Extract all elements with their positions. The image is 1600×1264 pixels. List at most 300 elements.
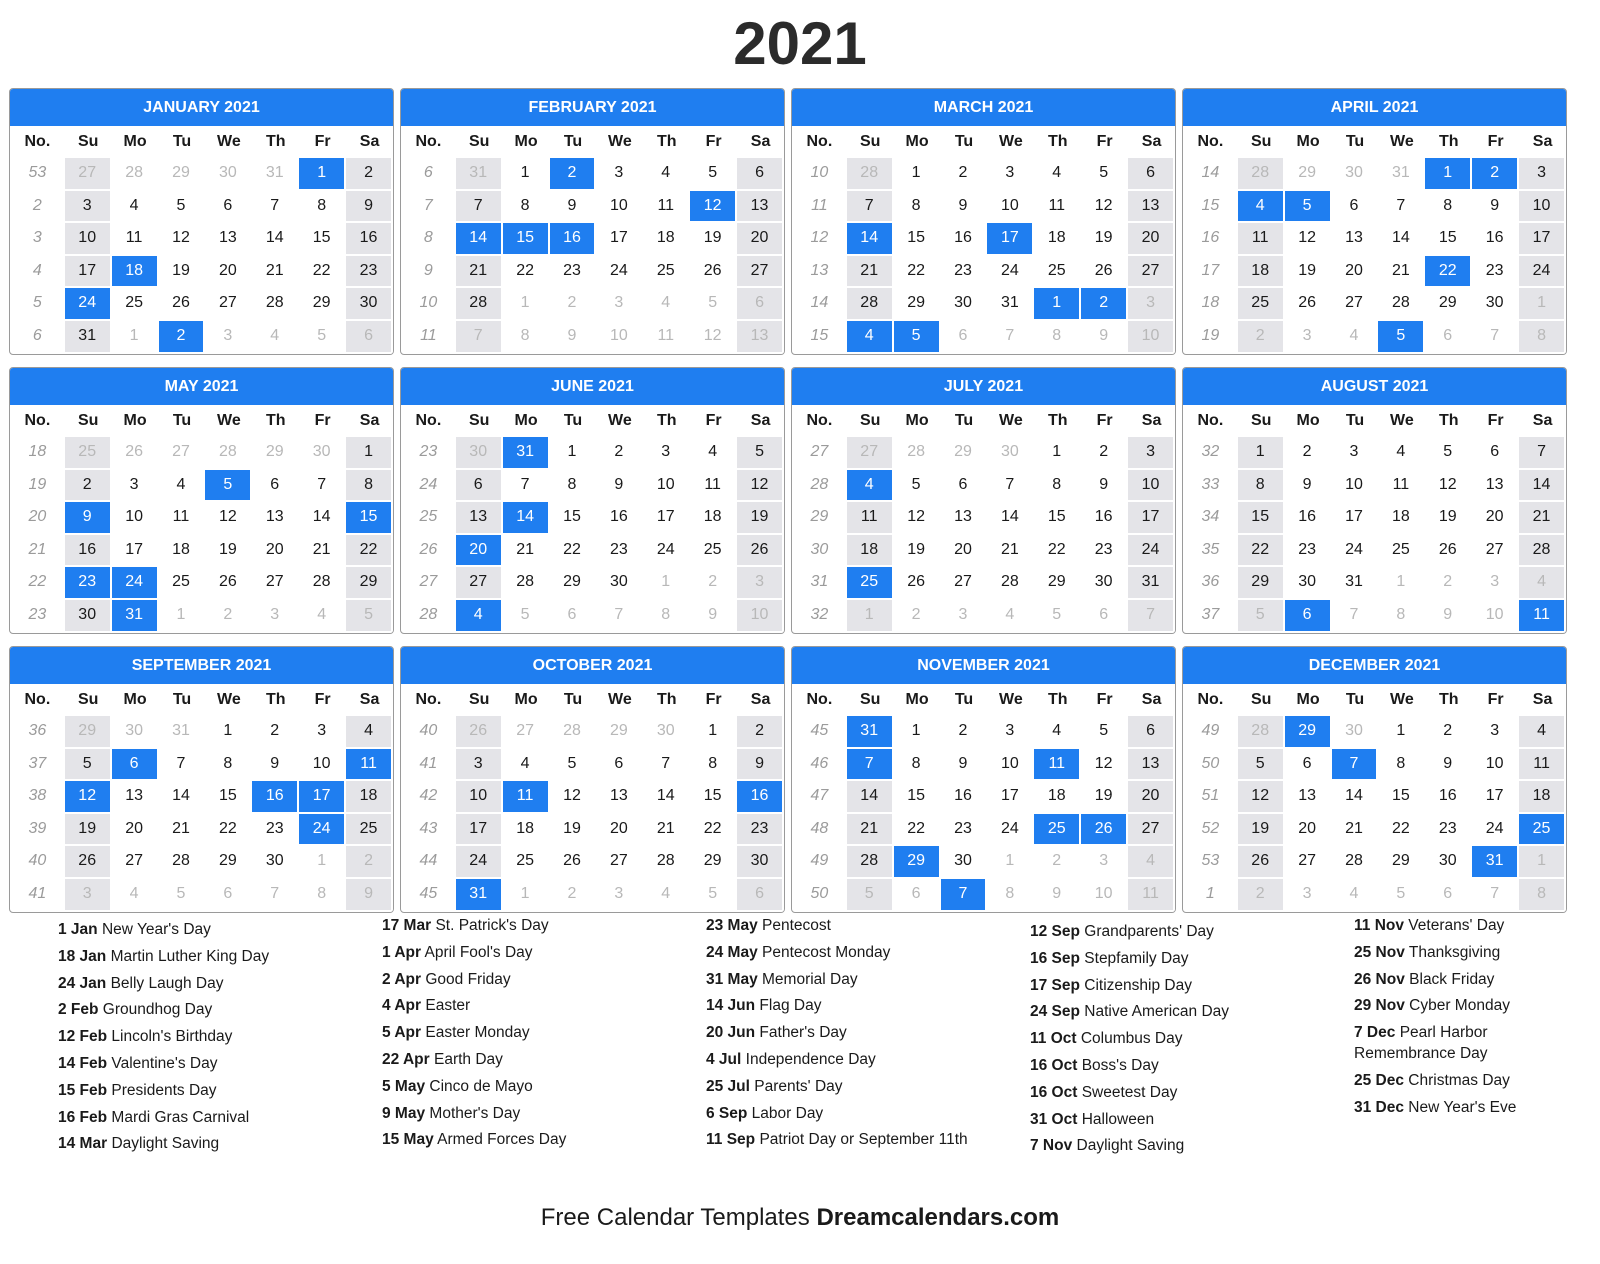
day-cell: 15 [1425, 223, 1472, 256]
weekday-header-row [10, 126, 393, 158]
day-cell-holiday: 4 [456, 600, 503, 633]
day-cell: 1 [503, 158, 550, 191]
weekday-header: Th [1048, 412, 1068, 429]
day-cell: 27 [456, 567, 503, 600]
weekday-header: Su [468, 691, 490, 708]
day-cell: 16 [1081, 502, 1128, 535]
week-number: 7 [423, 196, 433, 214]
week-row [401, 846, 784, 879]
week-number: 11 [420, 326, 437, 344]
week-number-header: No. [415, 133, 442, 150]
day-cell: 8 [643, 600, 690, 633]
day-cell: 24 [987, 256, 1034, 289]
week-number: 28 [810, 475, 829, 493]
holiday-item [382, 996, 682, 1017]
holiday-name: Mother's Day [429, 1104, 521, 1122]
day-cell: 5 [690, 288, 737, 321]
day-cell: 13 [1472, 470, 1519, 503]
day-cell: 10 [1081, 879, 1128, 912]
week-number: 44 [419, 852, 438, 870]
week-number: 3 [32, 229, 42, 247]
weekday-header: Sa [359, 133, 380, 150]
day-cell: 4 [1034, 716, 1081, 749]
day-cell: 17 [1519, 223, 1566, 256]
day-cell: 11 [1378, 470, 1425, 503]
day-cell: 11 [643, 191, 690, 224]
weekday-header: Fr [314, 133, 331, 150]
weekday-header: We [999, 412, 1023, 429]
day-cell: 29 [1238, 567, 1285, 600]
day-cell: 28 [1378, 288, 1425, 321]
day-cell: 29 [941, 437, 988, 470]
day-cell: 27 [1285, 846, 1332, 879]
day-cell: 25 [159, 567, 206, 600]
holiday-name: St. Patrick's Day [435, 917, 549, 934]
day-cell: 27 [596, 846, 643, 879]
day-cell: 26 [894, 567, 941, 600]
week-number-header: No. [415, 412, 442, 429]
day-cell: 4 [690, 437, 737, 470]
day-cell: 12 [1285, 223, 1332, 256]
day-cell: 8 [1238, 470, 1285, 503]
holiday-item [382, 1050, 682, 1071]
day-cell: 28 [205, 437, 252, 470]
day-cell: 17 [65, 256, 112, 289]
day-cell: 3 [1332, 437, 1379, 470]
holiday-name: Earth Day [433, 1050, 503, 1068]
day-cell: 18 [503, 814, 550, 847]
day-cell: 26 [205, 567, 252, 600]
day-cell: 21 [456, 256, 503, 289]
week-number: 42 [419, 787, 438, 805]
holiday-date: 7 Dec [1354, 1024, 1396, 1042]
weekday-header: Mo [514, 133, 538, 150]
weekday-header: Sa [1532, 691, 1553, 708]
week-number: 52 [1201, 819, 1220, 837]
month-title: JANUARY 2021 [10, 89, 393, 126]
day-cell: 12 [550, 781, 597, 814]
holiday-column [58, 920, 358, 1161]
holiday-date: 2 Apr [382, 970, 422, 988]
day-cell: 6 [1472, 437, 1519, 470]
week-number-header: No. [806, 691, 833, 708]
day-cell: 1 [112, 321, 159, 354]
holiday-date: 18 Jan [58, 947, 107, 965]
day-cell: 31 [1128, 567, 1175, 600]
holiday-name: New Year's Eve [1408, 1098, 1517, 1116]
day-cell: 16 [941, 781, 988, 814]
week-number: 25 [419, 508, 438, 526]
week-row [792, 256, 1175, 289]
weekday-header: Sa [359, 412, 380, 429]
weekday-header: Sa [1141, 133, 1162, 150]
holiday-item [1030, 1002, 1330, 1023]
day-cell: 24 [596, 256, 643, 289]
month-title: NOVEMBER 2021 [792, 647, 1175, 684]
week-row [1183, 321, 1566, 354]
day-cell: 1 [1519, 288, 1566, 321]
day-cell: 4 [503, 749, 550, 782]
day-cell: 2 [550, 879, 597, 912]
week-number: 12 [810, 229, 829, 247]
day-cell: 16 [1425, 781, 1472, 814]
day-cell: 3 [456, 749, 503, 782]
day-cell: 8 [894, 749, 941, 782]
day-cell: 27 [1128, 256, 1175, 289]
day-cell: 1 [299, 846, 346, 879]
holiday-name: Pearl Harbor Remembrance Day [1354, 1024, 1488, 1062]
week-row [792, 437, 1175, 470]
holiday-name: Patriot Day or September 11th [759, 1131, 968, 1149]
day-cell-holiday: 25 [847, 567, 894, 600]
day-cell: 28 [252, 288, 299, 321]
day-cell-holiday: 25 [1519, 814, 1566, 847]
holiday-name: Veterans' Day [1408, 917, 1505, 934]
week-number: 2 [32, 196, 42, 214]
day-cell: 9 [1081, 470, 1128, 503]
day-cell-holiday: 17 [299, 781, 346, 814]
holiday-name: Citizenship Day [1084, 976, 1192, 994]
day-cell: 8 [503, 321, 550, 354]
day-cell: 10 [596, 321, 643, 354]
holiday-item [706, 1050, 1006, 1071]
day-cell: 19 [1081, 781, 1128, 814]
holiday-date: 14 Feb [58, 1054, 108, 1072]
day-cell: 12 [737, 470, 784, 503]
week-number: 27 [810, 443, 829, 460]
day-cell-holiday: 20 [456, 535, 503, 568]
day-cell: 22 [1034, 535, 1081, 568]
day-cell: 25 [1238, 288, 1285, 321]
weekday-header: Th [266, 133, 286, 150]
day-cell: 31 [252, 158, 299, 191]
day-cell: 1 [159, 600, 206, 633]
day-cell-holiday: 6 [112, 749, 159, 782]
holiday-date: 14 Mar [58, 1135, 108, 1153]
week-row [401, 437, 784, 470]
week-row [792, 846, 1175, 879]
day-cell: 29 [1034, 567, 1081, 600]
day-cell: 4 [987, 600, 1034, 633]
day-cell: 31 [987, 288, 1034, 321]
day-cell: 15 [205, 781, 252, 814]
day-cell: 4 [112, 879, 159, 912]
weekday-header: Fr [705, 412, 722, 429]
day-cell: 6 [1285, 749, 1332, 782]
day-cell: 25 [690, 535, 737, 568]
holiday-item [1354, 943, 1564, 964]
day-cell: 7 [987, 321, 1034, 354]
day-cell: 9 [1425, 749, 1472, 782]
holiday-name: Labor Day [751, 1104, 824, 1122]
day-cell: 12 [1425, 470, 1472, 503]
week-row [792, 600, 1175, 633]
week-row [10, 600, 393, 633]
day-cell: 2 [1081, 437, 1128, 470]
day-cell: 3 [1128, 288, 1175, 321]
day-cell: 8 [987, 879, 1034, 912]
day-cell: 10 [456, 781, 503, 814]
day-cell-holiday: 12 [65, 781, 112, 814]
holiday-name: Belly Laugh Day [110, 974, 224, 992]
holiday-item [1354, 996, 1564, 1017]
week-row [10, 470, 393, 503]
week-number: 8 [423, 229, 433, 247]
holiday-date: 23 May [706, 917, 758, 934]
day-cell: 10 [987, 191, 1034, 224]
holiday-name: Groundhog Day [102, 1001, 213, 1019]
week-number: 35 [1201, 540, 1220, 558]
day-cell: 28 [299, 567, 346, 600]
day-cell: 6 [550, 600, 597, 633]
day-cell-holiday: 14 [456, 223, 503, 256]
weekday-header: Mo [123, 133, 147, 150]
day-cell: 2 [1425, 716, 1472, 749]
day-cell: 9 [596, 470, 643, 503]
week-row [10, 256, 393, 289]
day-cell: 4 [252, 321, 299, 354]
day-cell: 29 [252, 437, 299, 470]
day-cell: 5 [503, 600, 550, 633]
weekday-header: Fr [705, 691, 722, 708]
week-number: 30 [810, 540, 829, 558]
week-number-header: No. [24, 691, 51, 708]
week-row [10, 288, 393, 321]
week-row [401, 749, 784, 782]
day-cell: 3 [596, 879, 643, 912]
weekday-header: Su [1250, 412, 1272, 429]
day-cell: 30 [1285, 567, 1332, 600]
week-number-header: No. [806, 412, 833, 429]
day-cell: 29 [894, 288, 941, 321]
week-number: 13 [810, 261, 829, 279]
week-row [10, 567, 393, 600]
day-cell: 4 [643, 288, 690, 321]
day-cell: 10 [1472, 749, 1519, 782]
holiday-item [382, 970, 682, 991]
week-row [10, 535, 393, 568]
day-cell: 3 [987, 716, 1034, 749]
week-number-header: No. [806, 133, 833, 150]
day-cell: 23 [737, 814, 784, 847]
weekday-header: Tu [172, 412, 192, 429]
day-cell: 3 [1081, 846, 1128, 879]
week-row [792, 288, 1175, 321]
day-cell: 22 [346, 535, 393, 568]
weekday-header-row [1183, 684, 1566, 716]
day-cell: 6 [456, 470, 503, 503]
weekday-header: Sa [750, 691, 771, 708]
day-cell-holiday: 24 [299, 814, 346, 847]
day-cell: 20 [1128, 781, 1175, 814]
calendar-year-title: 2021 [733, 10, 867, 77]
holiday-name: Thanksgiving [1408, 943, 1501, 961]
weekday-header: Su [859, 133, 881, 150]
day-cell: 9 [550, 191, 597, 224]
day-cell: 4 [112, 191, 159, 224]
week-number: 53 [28, 164, 47, 181]
day-cell: 23 [1081, 535, 1128, 568]
holiday-date: 11 Nov [1354, 917, 1404, 934]
day-cell: 15 [690, 781, 737, 814]
week-number: 41 [28, 884, 47, 902]
week-row [792, 814, 1175, 847]
day-cell: 1 [1378, 567, 1425, 600]
day-cell: 7 [987, 470, 1034, 503]
day-cell-holiday: 1 [1034, 288, 1081, 321]
day-cell: 1 [987, 846, 1034, 879]
day-cell: 26 [159, 288, 206, 321]
weekday-header: Su [77, 412, 99, 429]
day-cell-holiday: 31 [112, 600, 159, 633]
month-title: JUNE 2021 [401, 368, 784, 405]
weekday-header: We [1390, 691, 1414, 708]
weekday-header: Sa [750, 412, 771, 429]
holiday-date: 7 Nov [1030, 1137, 1073, 1155]
holiday-item [1354, 970, 1564, 991]
day-cell-holiday: 31 [847, 716, 894, 749]
day-cell: 19 [550, 814, 597, 847]
day-cell: 8 [690, 749, 737, 782]
day-cell: 2 [346, 158, 393, 191]
month-block [9, 88, 394, 355]
day-cell: 21 [643, 814, 690, 847]
holiday-item [382, 916, 682, 937]
holiday-date: 5 Apr [382, 1024, 422, 1042]
weekday-header: We [217, 133, 241, 150]
holiday-item [58, 1027, 358, 1048]
day-cell: 4 [1378, 437, 1425, 470]
holiday-item [706, 970, 1006, 991]
day-cell-holiday: 22 [1425, 256, 1472, 289]
holiday-item [58, 1000, 358, 1021]
weekday-header: Tu [563, 691, 583, 708]
day-cell: 3 [987, 158, 1034, 191]
day-cell: 9 [1034, 879, 1081, 912]
day-cell: 16 [1285, 502, 1332, 535]
holiday-item [1354, 1071, 1564, 1092]
day-cell: 14 [159, 781, 206, 814]
day-cell: 21 [1519, 502, 1566, 535]
month-block [791, 88, 1176, 355]
day-cell: 18 [346, 781, 393, 814]
week-number: 50 [1201, 754, 1220, 772]
holiday-item [382, 1130, 682, 1151]
day-cell: 22 [690, 814, 737, 847]
week-number: 41 [419, 754, 438, 772]
day-cell: 11 [1034, 191, 1081, 224]
weekday-header-row [401, 684, 784, 716]
day-cell: 25 [503, 846, 550, 879]
day-cell: 18 [1034, 223, 1081, 256]
day-cell: 17 [456, 814, 503, 847]
weekday-header: Th [1439, 133, 1459, 150]
day-cell: 28 [1332, 846, 1379, 879]
day-cell: 25 [1034, 256, 1081, 289]
day-cell: 28 [847, 158, 894, 191]
month-block [1182, 646, 1567, 913]
day-cell: 30 [596, 567, 643, 600]
day-cell: 22 [205, 814, 252, 847]
holiday-date: 4 Apr [382, 997, 422, 1015]
week-number-header: No. [1197, 412, 1224, 429]
day-cell: 13 [112, 781, 159, 814]
day-cell: 29 [1378, 846, 1425, 879]
weekday-header: We [999, 133, 1023, 150]
holiday-item [1030, 1056, 1330, 1077]
week-number: 14 [1201, 164, 1220, 181]
week-number: 9 [423, 261, 433, 279]
months-grid [9, 88, 1591, 930]
weekday-header: We [217, 691, 241, 708]
week-number: 22 [28, 573, 47, 591]
weekday-header: Th [266, 412, 286, 429]
weekday-header: Fr [314, 691, 331, 708]
day-cell: 30 [643, 716, 690, 749]
weekday-header: Sa [1532, 412, 1553, 429]
day-cell: 5 [159, 879, 206, 912]
day-cell: 6 [737, 288, 784, 321]
day-cell: 3 [596, 288, 643, 321]
day-cell: 3 [1472, 716, 1519, 749]
day-cell: 23 [252, 814, 299, 847]
weekday-header-row [401, 405, 784, 437]
day-cell: 2 [737, 716, 784, 749]
holiday-date: 25 Nov [1354, 943, 1405, 961]
week-number-header: No. [24, 133, 51, 150]
week-number: 45 [810, 722, 829, 739]
week-row [401, 814, 784, 847]
week-number: 46 [810, 754, 829, 772]
day-cell-holiday: 29 [894, 846, 941, 879]
day-cell: 13 [1128, 749, 1175, 782]
day-cell-holiday: 12 [690, 191, 737, 224]
holiday-item [1354, 1023, 1564, 1065]
weekday-header: Sa [1532, 133, 1553, 150]
weekday-header: We [608, 133, 632, 150]
holiday-name: Native American Day [1084, 1003, 1230, 1021]
day-cell: 25 [346, 814, 393, 847]
weekday-header: Sa [359, 691, 380, 708]
day-cell-holiday: 18 [112, 256, 159, 289]
week-row [1183, 256, 1566, 289]
week-number: 50 [810, 884, 829, 902]
day-cell: 21 [299, 535, 346, 568]
holiday-name: Cyber Monday [1409, 997, 1510, 1015]
day-cell: 7 [1472, 879, 1519, 912]
weekday-header-row [401, 126, 784, 158]
day-cell: 15 [1238, 502, 1285, 535]
holiday-item [1354, 1098, 1564, 1119]
week-number: 18 [28, 443, 47, 460]
day-cell: 8 [205, 749, 252, 782]
weekday-header: We [1390, 133, 1414, 150]
day-cell: 15 [1378, 781, 1425, 814]
holiday-date: 11 Sep [706, 1131, 756, 1149]
holiday-name: Easter Monday [425, 1024, 530, 1042]
day-cell-holiday: 24 [112, 567, 159, 600]
day-cell: 20 [737, 223, 784, 256]
day-cell: 27 [112, 846, 159, 879]
day-cell: 16 [65, 535, 112, 568]
week-number: 48 [810, 819, 829, 837]
day-cell: 16 [346, 223, 393, 256]
day-cell: 29 [1425, 288, 1472, 321]
footer-prefix: Free Calendar Templates [540, 1204, 810, 1231]
day-cell: 1 [1034, 437, 1081, 470]
holiday-column [382, 916, 682, 1157]
holiday-item [1030, 949, 1330, 970]
